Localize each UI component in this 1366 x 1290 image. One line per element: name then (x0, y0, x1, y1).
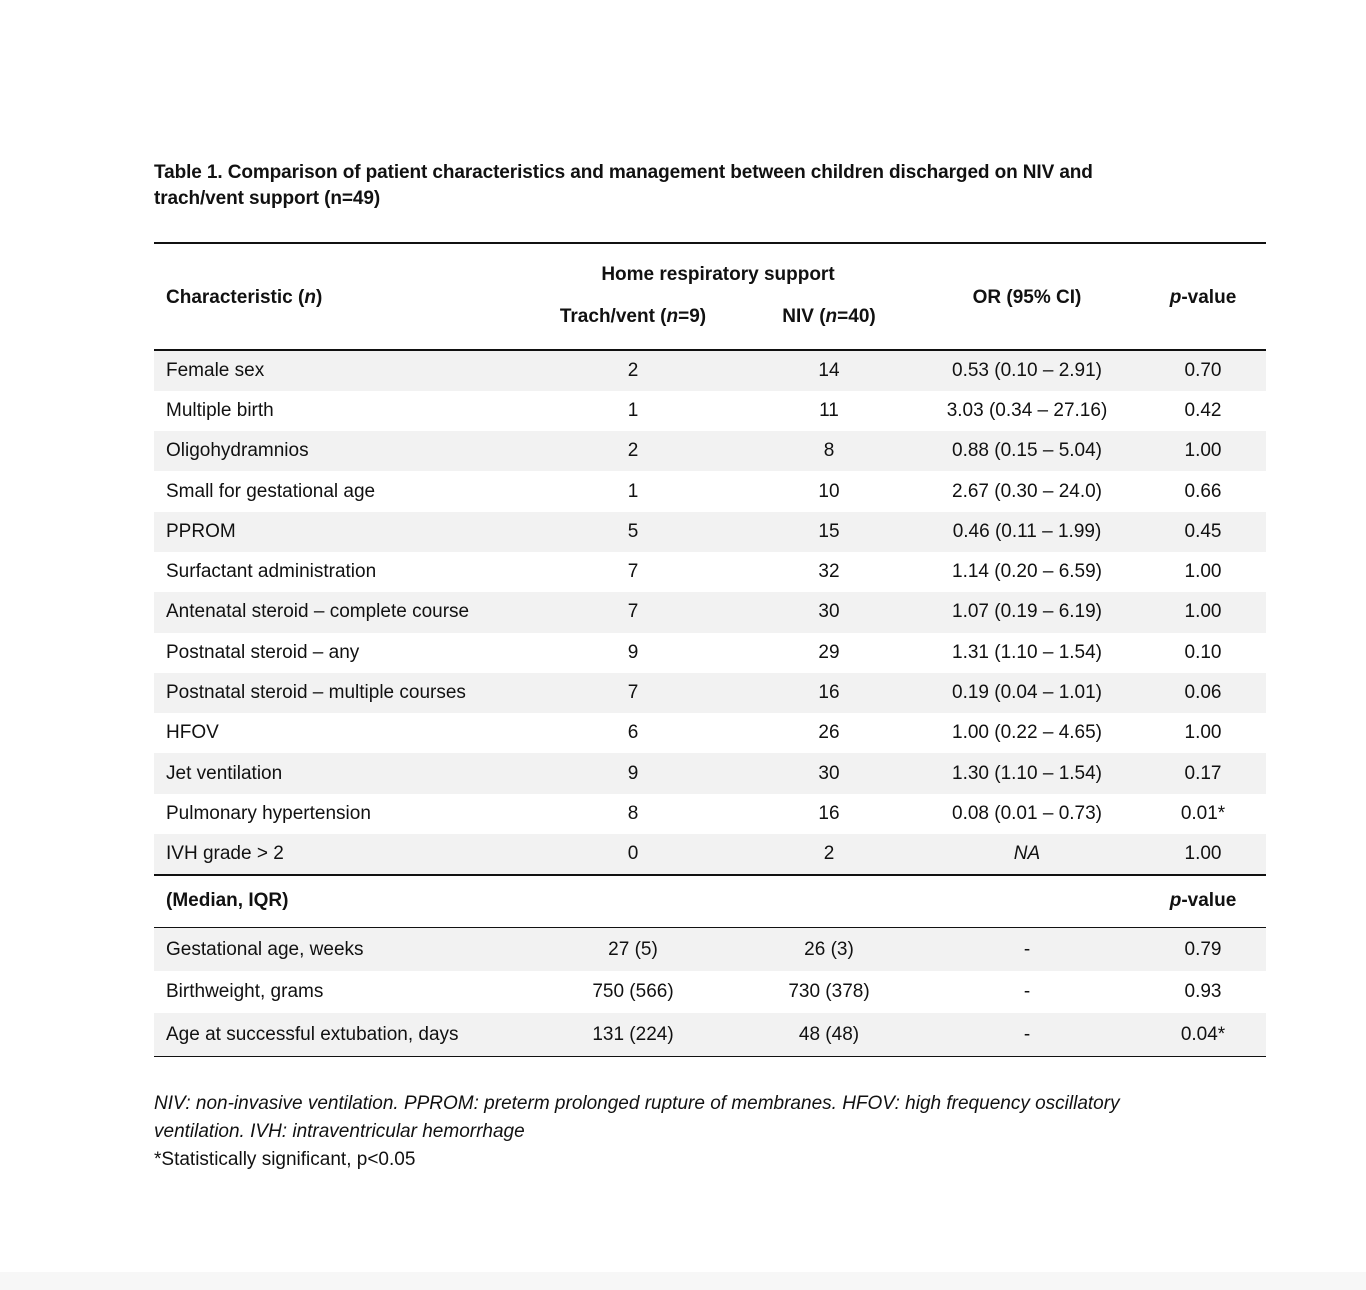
row-niv-count: 15 (818, 520, 840, 542)
caption-line-1: Table 1. Comparison of patient characteristics and management between children discharged on NIV and (154, 162, 1093, 183)
row-p-value: 0.66 (1184, 480, 1222, 502)
table-row (154, 552, 1266, 592)
table-row (154, 471, 1266, 511)
row-characteristic: Gestational age, weeks (166, 938, 364, 960)
row-niv-count: 10 (818, 480, 840, 502)
median-rows-body (154, 928, 1266, 1056)
row-characteristic: PPROM (166, 520, 236, 542)
row-niv-median: 48 (48) (798, 1023, 860, 1045)
row-characteristic: IVH grade > 2 (166, 843, 284, 865)
row-trach-median: 131 (224) (592, 1023, 674, 1045)
row-p-value: 1.00 (1184, 561, 1222, 583)
row-niv-count: 14 (818, 359, 840, 381)
row-niv-count: 16 (818, 682, 840, 704)
row-trach-count: 1 (627, 399, 639, 421)
row-odds-ratio: 0.88 (0.15 – 5.04) (952, 440, 1102, 462)
row-trach-count: 9 (627, 762, 639, 784)
row-p-value: 0.04* (1180, 1023, 1226, 1045)
row-trach-count: 9 (627, 641, 639, 663)
table-row (154, 834, 1266, 874)
significance-note: *Statistically significant, p<0.05 (154, 1149, 416, 1170)
row-characteristic: HFOV (166, 722, 219, 744)
table-row (154, 794, 1266, 834)
row-niv-median: 26 (3) (804, 938, 854, 960)
row-odds-ratio: 0.08 (0.01 – 0.73) (952, 802, 1102, 824)
header-trach-vent: Trach/vent (n=9) (559, 306, 707, 327)
row-niv-count: 30 (818, 601, 840, 623)
header-characteristic: Characteristic (n) (166, 287, 323, 308)
row-characteristic: Multiple birth (166, 399, 274, 421)
row-niv-count: 16 (818, 802, 840, 824)
table-row (154, 713, 1266, 753)
row-characteristic: Antenatal steroid – complete course (166, 601, 470, 623)
row-trach-count: 0 (627, 843, 639, 865)
row-p-value: 0.10 (1184, 641, 1222, 663)
row-p-value: 0.45 (1184, 520, 1222, 542)
row-characteristic: Age at successful extubation, days (166, 1023, 459, 1045)
row-p-value: 1.00 (1184, 843, 1222, 865)
row-trach-count: 7 (627, 601, 639, 623)
row-characteristic: Jet ventilation (166, 762, 283, 784)
table-row (154, 928, 1266, 971)
row-trach-count: 7 (627, 561, 639, 583)
row-characteristic: Birthweight, grams (166, 981, 324, 1003)
row-odds-ratio: - (1023, 1023, 1031, 1045)
row-odds-ratio: 1.30 (1.10 – 1.54) (952, 762, 1102, 784)
subheader-p-value: p-value (1169, 890, 1237, 912)
header-niv: NIV (n=40) (782, 306, 876, 327)
row-p-value: 0.79 (1184, 938, 1222, 960)
row-trach-count: 2 (627, 359, 639, 381)
row-odds-ratio: 1.00 (0.22 – 4.65) (952, 722, 1102, 744)
row-trach-median: 27 (5) (608, 938, 658, 960)
table-row (154, 673, 1266, 713)
row-odds-ratio: 3.03 (0.34 – 27.16) (946, 399, 1108, 421)
abbreviations-note-line-2: ventilation. IVH: intraventricular hemorrhage (154, 1121, 525, 1142)
row-characteristic: Postnatal steroid – multiple courses (166, 682, 466, 704)
caption-line-2: trach/vent support (n=49) (154, 188, 381, 209)
median-subheader (154, 876, 1266, 927)
table-row (154, 592, 1266, 632)
row-odds-ratio: - (1023, 981, 1031, 1003)
table-row (154, 1013, 1266, 1056)
row-trach-count: 7 (627, 682, 639, 704)
row-odds-ratio: 2.67 (0.30 – 24.0) (952, 480, 1102, 502)
table-caption (154, 160, 1154, 212)
row-odds-ratio: 0.53 (0.10 – 2.91) (952, 359, 1102, 381)
row-p-value: 1.00 (1184, 601, 1222, 623)
table-bottom-rule (154, 1056, 1266, 1058)
row-p-value: 0.93 (1184, 981, 1222, 1003)
row-odds-ratio: NA (1013, 843, 1041, 865)
row-niv-count: 29 (818, 641, 840, 663)
row-p-value: 1.00 (1184, 722, 1222, 744)
table-row (154, 971, 1266, 1014)
row-odds-ratio: 0.46 (0.11 – 1.99) (952, 520, 1102, 542)
row-niv-count: 11 (819, 399, 839, 421)
comparison-table (154, 242, 1266, 1057)
table-row (154, 753, 1266, 793)
table-row (154, 633, 1266, 673)
table-footnotes (154, 1090, 1214, 1174)
header-home-respiratory-support: Home respiratory support (601, 264, 835, 285)
row-odds-ratio: 0.19 (0.04 – 1.01) (952, 682, 1102, 704)
row-characteristic: Female sex (166, 359, 265, 381)
row-odds-ratio: 1.07 (0.19 – 6.19) (952, 601, 1102, 623)
abbreviations-note-line-1: NIV: non-invasive ventilation. PPROM: preterm prolonged rupture of membranes. HFOV: high frequency oscillatory (154, 1093, 1120, 1114)
row-characteristic: Postnatal steroid – any (166, 641, 360, 663)
row-p-value: 0.70 (1184, 359, 1222, 381)
row-niv-median: 730 (378) (788, 981, 870, 1003)
row-characteristic: Small for gestational age (166, 480, 376, 502)
row-trach-median: 750 (566) (592, 981, 674, 1003)
row-odds-ratio: 1.31 (1.10 – 1.54) (952, 641, 1102, 663)
header-p-value: p-value (1169, 287, 1237, 308)
table-row (154, 431, 1266, 471)
row-trach-count: 1 (627, 480, 639, 502)
table-row (154, 351, 1266, 391)
row-characteristic: Surfactant administration (166, 561, 377, 583)
row-p-value: 0.17 (1184, 762, 1222, 784)
row-niv-count: 32 (818, 561, 840, 583)
row-trach-count: 8 (627, 802, 639, 824)
header-odds-ratio: OR (95% CI) (972, 287, 1082, 308)
table-header (154, 244, 1266, 349)
row-niv-count: 8 (823, 440, 835, 462)
row-p-value: 1.00 (1184, 440, 1222, 462)
row-characteristic: Oligohydramnios (166, 440, 309, 462)
row-trach-count: 6 (627, 722, 639, 744)
row-p-value: 0.01* (1180, 802, 1226, 824)
row-trach-count: 5 (627, 520, 639, 542)
row-niv-count: 26 (818, 722, 840, 744)
row-p-value: 0.42 (1184, 399, 1222, 421)
count-rows-body (154, 351, 1266, 875)
row-odds-ratio: 1.14 (0.20 – 6.59) (952, 561, 1102, 583)
table-row (154, 391, 1266, 431)
row-niv-count: 2 (823, 843, 835, 865)
page-bottom-edge (0, 1272, 1366, 1290)
row-niv-count: 30 (818, 762, 840, 784)
row-characteristic: Pulmonary hypertension (166, 802, 371, 824)
row-trach-count: 2 (627, 440, 639, 462)
table-row (154, 512, 1266, 552)
row-odds-ratio: - (1023, 938, 1031, 960)
row-p-value: 0.06 (1184, 682, 1222, 704)
subheader-median-iqr: (Median, IQR) (166, 890, 289, 912)
